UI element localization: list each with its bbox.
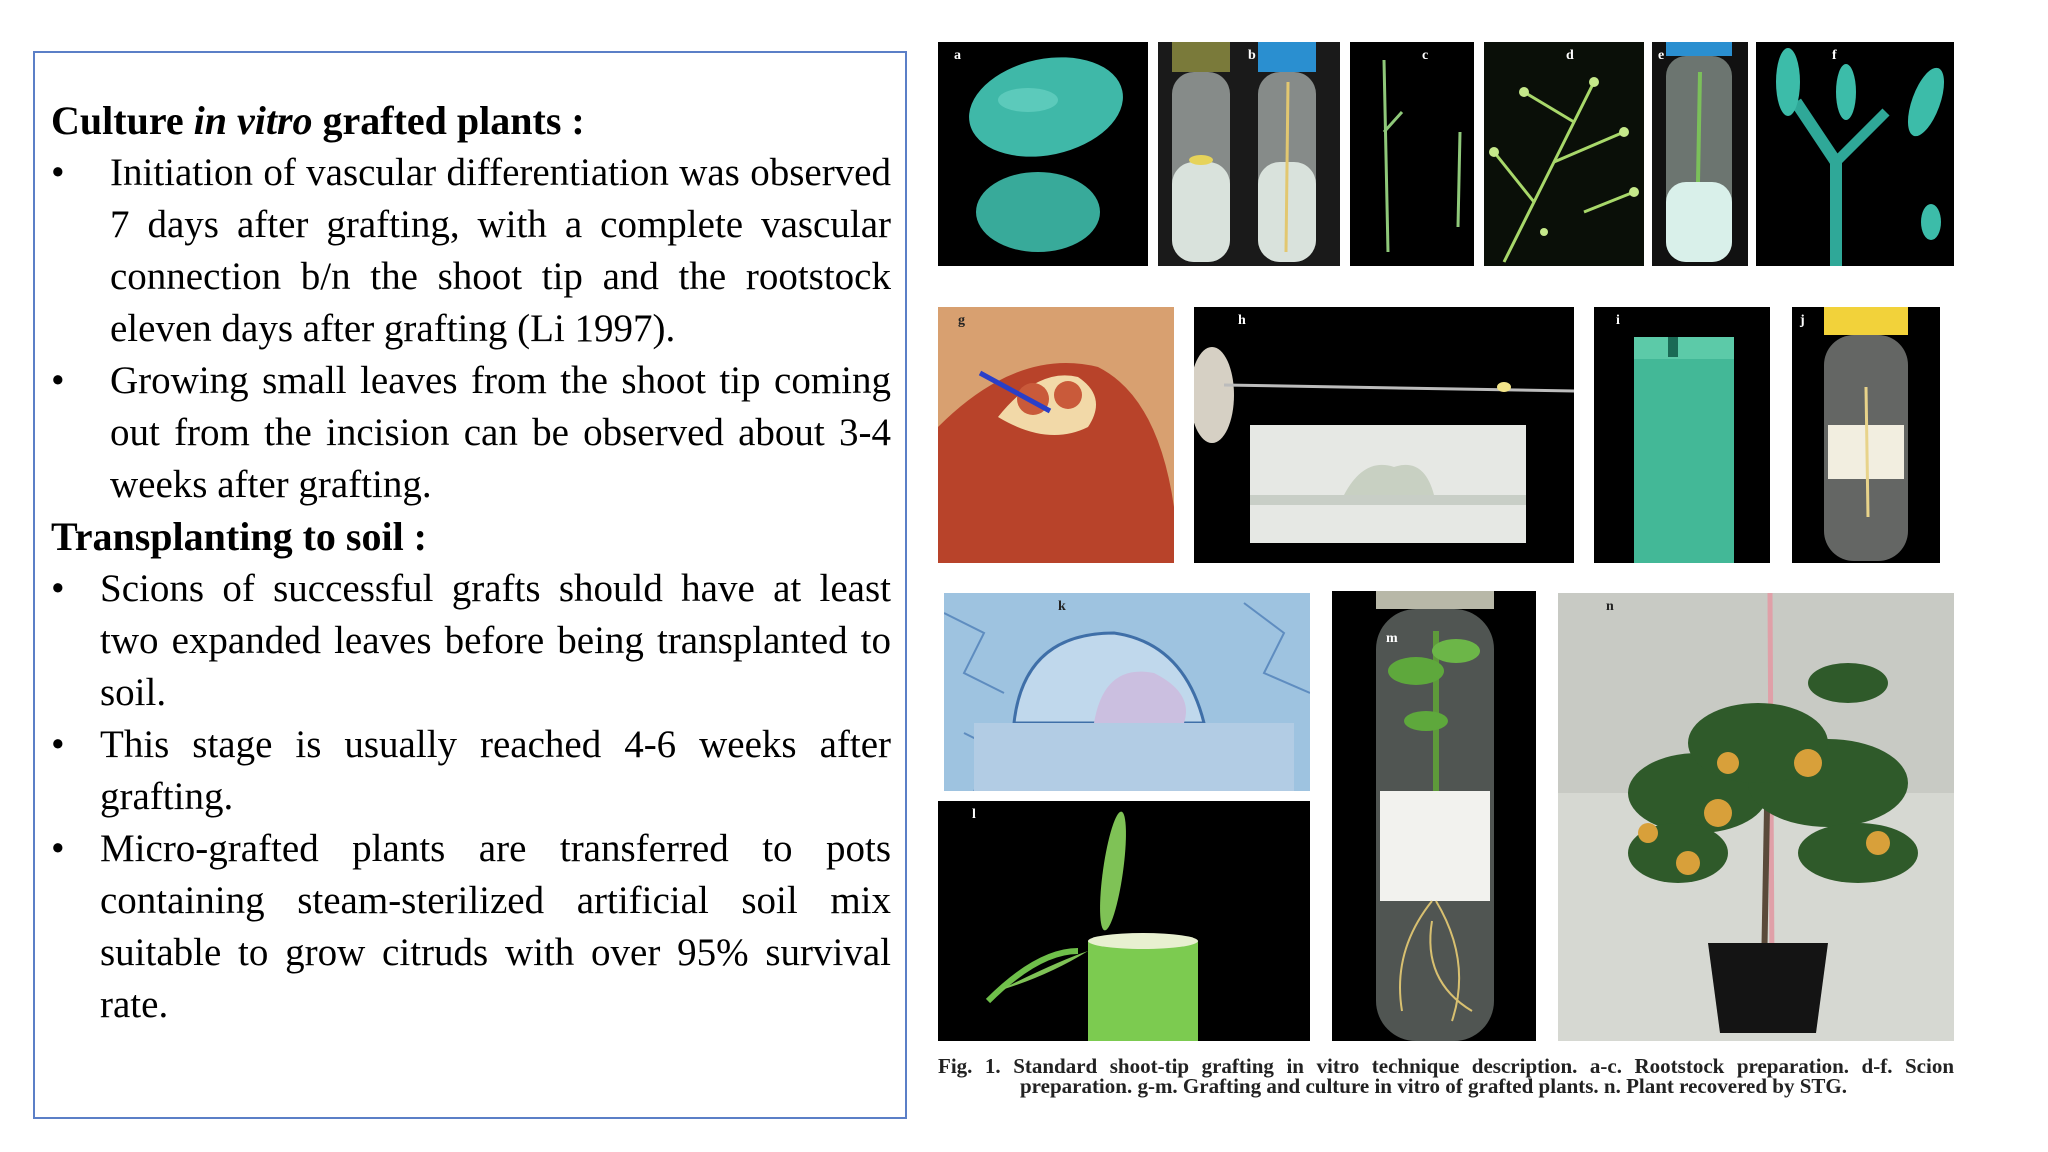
bullet-item: [51, 823, 891, 1031]
heading-transplanting: Transplanting to soil :: [51, 514, 427, 559]
figure-panel-n: [1558, 593, 1954, 1041]
bullet-item: [51, 563, 891, 719]
heading-culture-prefix: Culture: [51, 98, 194, 143]
figure-panel-h: [1194, 307, 1574, 563]
grafting-needle-image: [1194, 307, 1574, 563]
scion-branches-image: [1484, 42, 1644, 266]
figure-panel-i: [1594, 307, 1770, 563]
heading-culture-suffix: grafted plants :: [312, 98, 585, 143]
scion-tube-image: [1652, 42, 1748, 266]
figure-panel-b: [1158, 42, 1340, 266]
figure-caption: [938, 1056, 1954, 1096]
rootstock-seedlings-image: [1350, 42, 1474, 266]
bullet-dot: •: [51, 151, 65, 194]
panel-label: g: [958, 313, 965, 328]
histology-section-image: [944, 593, 1310, 791]
figure-caption-text: Fig. 1. Standard shoot-tip grafting in vitro technique description. a-c. Rootstock preparation. d-f. Scion preparation. g-m. Grafting and culture in vitro of grafted plants. n. Plant recovered by STG.: [938, 1054, 1954, 1098]
bullet-text: Micro-grafted plants are transferred to pots containing steam-sterilized artificial soil mix suitable to grow citruds with over 95% survival rate.: [100, 827, 891, 1026]
figure-panel-a: [938, 42, 1148, 266]
panel-label: c: [1422, 48, 1429, 63]
panel-label: h: [1238, 313, 1246, 328]
text-box: [33, 51, 907, 1119]
panel-label: i: [1616, 313, 1620, 328]
figure-panel-f: [1756, 42, 1954, 266]
figure-panel-k: [944, 593, 1310, 791]
potted-citrus-plant-image: [1558, 593, 1954, 1041]
bullet-item: [51, 719, 891, 823]
panel-label: m: [1386, 631, 1398, 646]
bullet-text: Growing small leaves from the shoot tip coming out from the incision can be observed about 3-4 weeks after grafting.: [110, 359, 891, 506]
bullet-dot: •: [51, 827, 65, 870]
figure-panel-d: [1484, 42, 1644, 266]
panel-label: f: [1832, 48, 1837, 63]
panel-label: a: [954, 48, 961, 63]
bullet-text: Scions of successful grafts should have at least two expanded leaves before being transplanted to soil.: [100, 567, 891, 714]
bullet-item: [51, 147, 891, 355]
shoot-tips-image: [1756, 42, 1954, 266]
panel-label: l: [972, 807, 976, 822]
culture-bullet-list: [51, 147, 891, 511]
figure-panel-j: [1792, 307, 1940, 563]
bullet-dot: •: [51, 723, 65, 766]
support-tube-image: [1792, 307, 1940, 563]
figure-panel-m: [1332, 591, 1536, 1041]
panel-label: b: [1248, 48, 1256, 63]
bullet-dot: •: [51, 359, 65, 402]
grafted-stem-image: [1594, 307, 1770, 563]
scion-on-stock-image: [938, 801, 1310, 1041]
cultured-plantlet-image: [1332, 591, 1536, 1041]
bullet-dot: •: [51, 567, 65, 610]
figure-panel-g: [938, 307, 1174, 563]
bullet-text: Initiation of vascular differentiation was observed 7 days after grafting, with a complete vascular connection b/n the shoot tip and the rootstock eleven days after grafting (Li 1997).: [110, 151, 891, 350]
figure-panel-l: [938, 801, 1310, 1041]
culture-tubes-image: [1158, 42, 1340, 266]
seeds-image: [938, 42, 1148, 266]
panel-label: n: [1606, 599, 1614, 614]
panel-label: e: [1658, 48, 1665, 63]
heading-culture-italic: in vitro: [193, 98, 313, 143]
panel-label: k: [1058, 599, 1066, 614]
bullet-text: This stage is usually reached 4-6 weeks after grafting.: [100, 723, 891, 818]
figure-panel-c: [1350, 42, 1474, 266]
tissue-section-image: [938, 307, 1174, 563]
panel-label: j: [1800, 313, 1805, 328]
transplant-bullet-list: [51, 563, 891, 1031]
panel-label: d: [1566, 48, 1574, 63]
figure-panel-e: [1652, 42, 1748, 266]
heading-culture: [51, 95, 891, 147]
bullet-item: [51, 355, 891, 511]
